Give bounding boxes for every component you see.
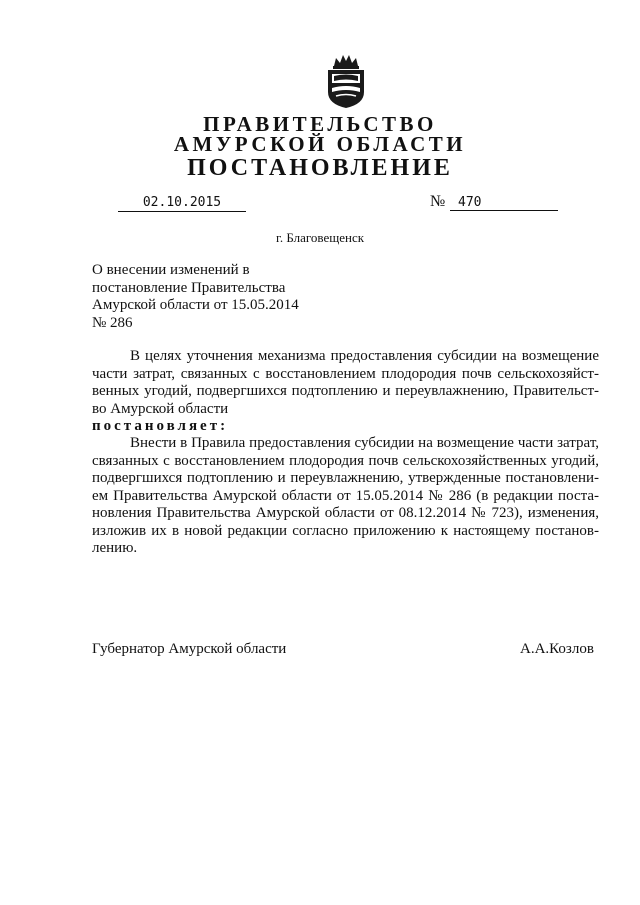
subject-line: О внесении изменений в <box>92 262 250 278</box>
preamble-line: части затрат, связанных с восстановлением плодородия почв сельскохозяйст- <box>92 365 599 382</box>
government-title-line1: ПРАВИТЕЛЬСТВО <box>203 112 437 136</box>
document-date: 02.10.2015 <box>118 195 246 212</box>
decree-paragraph <box>92 435 599 558</box>
decree-word: постановляет: <box>92 418 229 434</box>
document-subject <box>92 262 392 332</box>
coat-of-arms-emblem <box>322 52 370 110</box>
preamble-paragraph <box>92 348 599 418</box>
decree-line: новления Правительства Амурской области от 08.12.2014 № 723), изменения, <box>92 505 599 521</box>
preamble-line: во Амурской области <box>92 400 229 417</box>
subject-line: Амурской области от 15.05.2014 <box>92 297 299 313</box>
signatory-name: А.А.Козлов <box>520 641 594 657</box>
decree-line: ем Правительства Амурской области от 15.05.2014 № 286 (в редакции поста- <box>92 487 599 504</box>
preamble-line: В целях уточнения механизма предоставления субсидии на возмещение <box>130 348 599 364</box>
document-number: 470 <box>450 195 558 211</box>
decree-line: связанных с восстановлением плодородия почв сельскохозяйственных угодий, <box>92 452 599 469</box>
signatory-position: Губернатор Амурской области <box>92 641 287 657</box>
document-type-heading: ПОСТАНОВЛЕНИЕ <box>187 155 453 181</box>
decree-line: подвергшихся подтоплению и переувлажнению, утвержденные постановлени- <box>92 470 599 486</box>
decree-line: Внести в Правила предоставления субсидии на возмещение части затрат, <box>130 435 599 451</box>
decree-line: изложив их в новой редакции согласно приложению к настоящему постанов- <box>92 522 599 539</box>
subject-line: постановление Правительства <box>92 279 286 296</box>
city-location: г. Благовещенск <box>275 230 365 245</box>
preamble-line: венных угодий, подвергшихся подтоплению и переувлажнению, Правительст- <box>92 383 599 399</box>
decree-line: лению. <box>92 540 138 556</box>
number-sign: № <box>430 193 446 210</box>
government-title-line2: АМУРСКОЙ ОБЛАСТИ <box>173 132 467 156</box>
subject-line: № 286 <box>92 314 133 331</box>
